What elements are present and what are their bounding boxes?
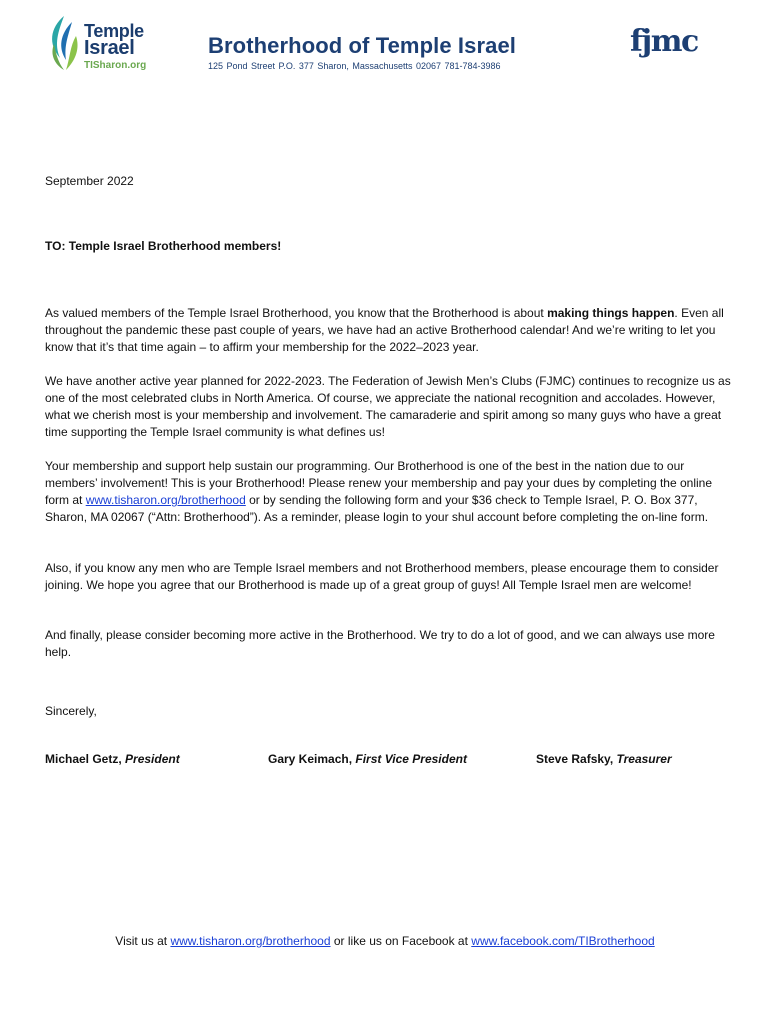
paragraph-3-end: or by sending the following form and your $36 check to Temple Israel, P. O. Box 377, Sharon, MA 02067 (“Attn: Brotherhood”). As a reminder, please login to your shul account before completing the on-line form. [45, 493, 709, 524]
paragraph-4: Also, if you know any men who are Temple Israel members and not Brotherhood members, please encourage them to consider joining. We hope you agree that our Brotherhood is made up of a great group of guys! All Temple Israel men are welcome! [45, 561, 719, 592]
letter-date: September 2022 [45, 174, 134, 188]
flame-leaf-icon [46, 14, 84, 72]
signature-title: President [125, 752, 180, 766]
footer-text-start: Visit us at [115, 934, 171, 948]
signature-vice-president [268, 752, 467, 766]
footer [0, 933, 770, 950]
signature-president [45, 752, 180, 766]
salutation: TO: Temple Israel Brotherhood members! [45, 239, 282, 253]
paragraph-1-end: . Even all throughout the pandemic these past couple of years, we have had an active Brotherhood calendar! And we’re writing to let you know that it’s that time again – to affirm your membership for the 2022–2023 year. [45, 306, 724, 354]
logo-word-israel: Israel [84, 37, 135, 59]
paragraph-1 [45, 305, 735, 356]
letterhead-address: 125 Pond Street P.O. 377 Sharon, Massachusetts 02067 781-784-3986 [208, 61, 501, 71]
signature-title: First Vice President [355, 752, 467, 766]
brotherhood-link[interactable]: www.tisharon.org/brotherhood [85, 493, 246, 507]
closing: Sincerely, [45, 704, 97, 718]
fjmc-logo [630, 24, 720, 72]
footer-website-link[interactable]: www.tisharon.org/brotherhood [170, 934, 331, 948]
logo-url: TISharon.org [84, 60, 147, 71]
signature-name: Michael Getz, [45, 752, 126, 766]
paragraph-3-start: Your membership and support help sustain our programming. Our Brotherhood is one of the best in the nation due to our members’ involvement! This is your Brotherhood! Please renew your membership and pay your dues by completing the online form at [45, 459, 713, 507]
fjmc-logo-text: fjmc [630, 24, 698, 59]
footer-facebook-link[interactable]: www.facebook.com/TIBrotherhood [471, 934, 655, 948]
signature-title: Treasurer [616, 752, 672, 766]
paragraph-1-start: As valued members of the Temple Israel Brotherhood, you know that the Brotherhood is about [45, 306, 548, 320]
signature-name: Gary Keimach, [268, 752, 356, 766]
paragraph-5: And finally, please consider becoming more active in the Brotherhood. We try to do a lot of good, and we can always use more help. [45, 628, 715, 659]
signature-name: Steve Rafsky, [536, 752, 617, 766]
temple-israel-logo [46, 12, 156, 74]
paragraph-3 [45, 458, 735, 526]
logo-word-temple: Temple [84, 21, 144, 41]
signature-treasurer [536, 752, 672, 766]
paragraph-2: We have another active year planned for 2022-2023. The Federation of Jewish Men’s Clubs (FJMC) continues to recognize us as one of the most celebrated clubs in North America. Of course, we appreciate the national recognition and accolades. However, what we cherish most is your membership and involvement. The camaraderie and spirit among so many guys who have a great time supporting the Temple Israel community is what defines us! [45, 374, 731, 439]
footer-text-middle: or like us on Facebook at [330, 934, 472, 948]
paragraph-1-bold: making things happen [547, 306, 675, 320]
letterhead-title: Brotherhood of Temple Israel [208, 33, 516, 58]
